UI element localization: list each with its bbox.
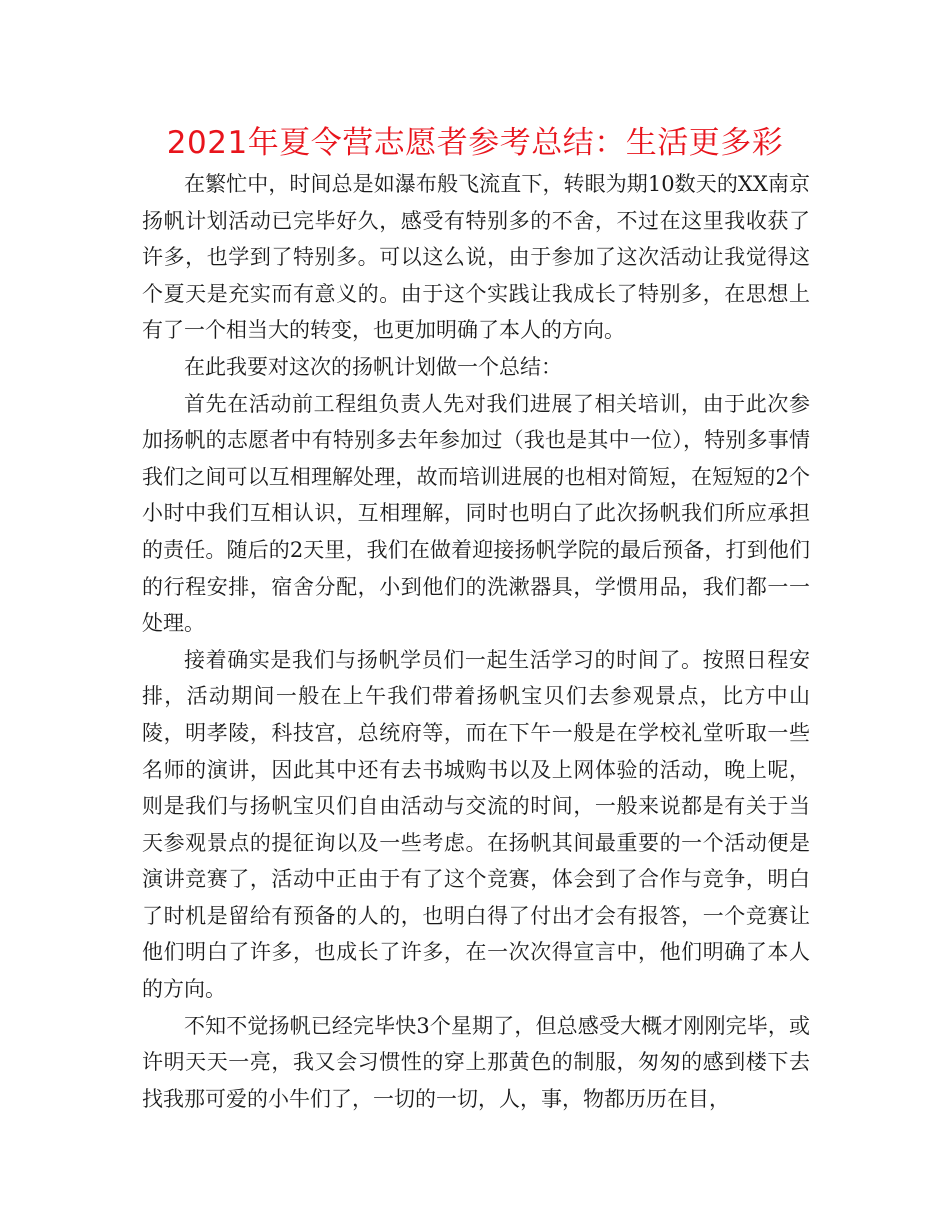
document-title: 2021年夏令营志愿者参考总结：生活更多彩 [166, 125, 784, 161]
paragraph-5: 不知不觉扬帆已经完毕快3个星期了，但总感受大概才刚刚完毕，或许明天天一亮，我又会习惯性的穿上那黄色的制服，匆匆的感到楼下去找我那可爱的小牛们了，一切的一切，人，事，物都历历在目， [142, 1013, 810, 1111]
document-body [142, 166, 810, 1117]
paragraph-2: 在此我要对这次的扬帆计划做一个总结： [184, 354, 562, 379]
paragraph-4: 接着确实是我们与扬帆学员们一起生活学习的时间了。按照日程安排，活动期间一般在上午我们带着扬帆宝贝们去参观景点，比方中山陵，明孝陵，科技宫，总统府等，而在下午一般是在学校礼堂听取一些名师的演讲，因此其中还有去书城购书以及上网体验的活动，晚上呢，则是我们与扬帆宝贝们自由活动与交流的时间，一般来说都是有关于当天参观景点的提征询以及一些考虑。在扬帆其间最重要的一个活动便是演讲竞赛了，活动中正由于有了这个竞赛，体会到了合作与竞争，明白了时机是留给有预备的人的，也明白得了付出才会有报答，一个竞赛让他们明白了许多，也成长了许多，在一次次得宣言中，他们明确了本人的方向。 [142, 647, 810, 1002]
paragraph-3: 首先在活动前工程组负责人先对我们进展了相关培训，由于此次参加扬帆的志愿者中有特别多去年参加过（我也是其中一位），特别多事情我们之间可以互相理解处理，故而培训进展的也相对简短，在短短的2个小时中我们互相认识，互相理解，同时也明白了此次扬帆我们所应承担的责任。随后的2天里，我们在做着迎接扬帆学院的最后预备，打到他们的行程安排，宿舍分配，小到他们的洗漱器具，学惯用品，我们都一一处理。 [142, 391, 810, 636]
paragraph-1: 在繁忙中，时间总是如瀑布般飞流直下，转眼为期10数天的XX南京扬帆计划活动已完毕好久，感受有特别多的不舍，不过在这里我收获了许多，也学到了特别多。可以这么说，由于参加了这次活动让我觉得这个夏天是充实而有意义的。由于这个实践让我成长了特别多，在思想上有了一个相当大的转变，也更加明确了本人的方向。 [142, 172, 810, 343]
